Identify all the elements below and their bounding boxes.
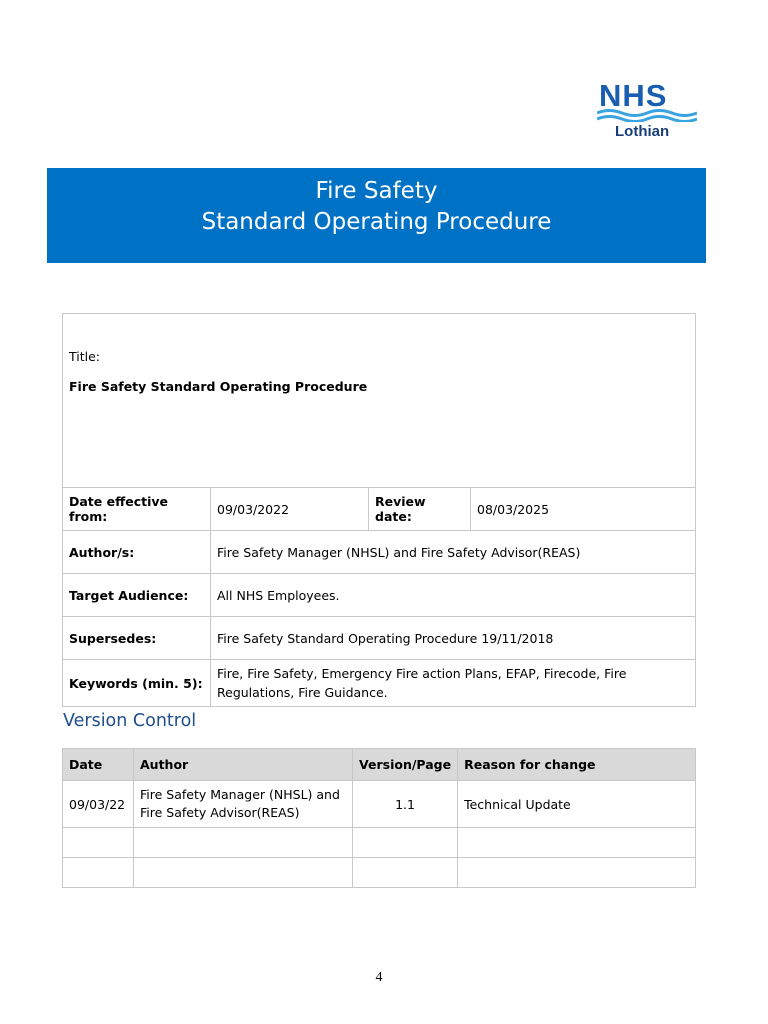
- authors-row: [63, 531, 696, 574]
- logo-waves-icon: [597, 108, 697, 122]
- supersedes-label: Supersedes:: [63, 617, 211, 660]
- version-control-heading: Version Control: [63, 711, 197, 731]
- authors-value: Fire Safety Manager (NHSL) and Fire Safety Advisor(REAS): [211, 531, 696, 574]
- audience-label: Target Audience:: [63, 574, 211, 617]
- page-number: 4: [375, 970, 383, 985]
- version-row-empty: [63, 858, 696, 888]
- date-effective-value: 09/03/2022: [211, 488, 369, 531]
- col-header-reason: Reason for change: [458, 749, 696, 781]
- banner-title-line1: Fire Safety: [315, 178, 438, 204]
- version-row-empty: [63, 828, 696, 858]
- document-title-banner: [47, 168, 706, 263]
- keywords-value: Fire, Fire Safety, Emergency Fire action Plans, EFAP, Firecode, Fire Regulations, Fire Guidance.: [211, 660, 696, 707]
- version-header-row: [63, 749, 696, 781]
- version-author-line2: Fire Safety Advisor(REAS): [140, 805, 300, 820]
- version-control-table: [62, 748, 696, 888]
- authors-label: Author/s:: [63, 531, 211, 574]
- supersedes-value: Fire Safety Standard Operating Procedure 19/11/2018: [211, 617, 696, 660]
- review-date-label: Review date:: [369, 488, 471, 531]
- version-author: [134, 781, 353, 828]
- audience-value: All NHS Employees.: [211, 574, 696, 617]
- title-row: [63, 314, 696, 488]
- banner-title-line2: Standard Operating Procedure: [201, 209, 552, 235]
- version-author-line1: Fire Safety Manager (NHSL) and: [140, 787, 340, 802]
- audience-row: [63, 574, 696, 617]
- title-label: Title:: [69, 349, 100, 364]
- col-header-version: Version/Page: [353, 749, 458, 781]
- supersedes-row: [63, 617, 696, 660]
- version-reason: Technical Update: [458, 781, 696, 828]
- logo-nhs-text: NHS: [599, 78, 668, 113]
- version-date: 09/03/22: [63, 781, 134, 828]
- version-number: 1.1: [353, 781, 458, 828]
- col-header-author: Author: [134, 749, 353, 781]
- version-row: [63, 781, 696, 828]
- review-date-value: 08/03/2025: [471, 488, 696, 531]
- document-metadata-table: [62, 313, 696, 707]
- dates-row: [63, 488, 696, 531]
- col-header-date: Date: [63, 749, 134, 781]
- title-value: Fire Safety Standard Operating Procedure: [69, 379, 368, 394]
- date-effective-label: Date effective from:: [63, 488, 211, 531]
- nhs-lothian-logo: [595, 80, 705, 144]
- logo-lothian-text: Lothian: [615, 123, 670, 140]
- keywords-label: Keywords (min. 5):: [63, 660, 211, 707]
- keywords-row: [63, 660, 696, 707]
